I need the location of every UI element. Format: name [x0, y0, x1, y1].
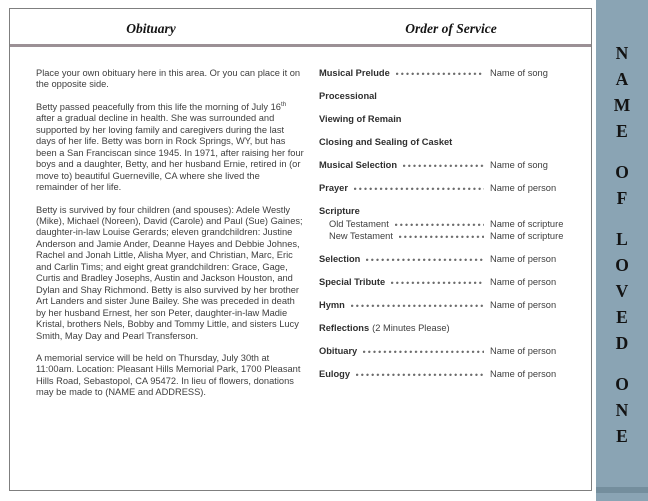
service-item-label: Musical Prelude [319, 68, 390, 78]
service-item [319, 230, 582, 242]
service-item-value: Name of song [490, 68, 548, 78]
service-group [319, 67, 582, 80]
service-item-value: Name of scripture [490, 231, 564, 242]
service-item-label: Scripture [319, 206, 360, 216]
service-group [319, 113, 582, 126]
service-item-label: Prayer [319, 183, 348, 193]
service-item [319, 276, 582, 289]
spine-letter: O [615, 374, 629, 394]
service-group [319, 276, 582, 289]
obituary-paragraph [36, 68, 304, 91]
obituary-paragraph [36, 205, 304, 342]
spine-letter: E [616, 307, 628, 327]
service-group [319, 345, 582, 358]
service-item-label: Eulogy [319, 368, 350, 379]
service-item-note: (2 Minutes Please) [372, 322, 450, 333]
spine-letter: N [615, 400, 629, 420]
service-group [319, 90, 582, 103]
obituary-column [36, 68, 304, 410]
dotted-leader [395, 219, 484, 227]
program-page-frame [9, 8, 592, 491]
spine-letter: D [615, 333, 629, 353]
service-group [319, 253, 582, 266]
superscript-text: th [280, 100, 287, 108]
spine-letter: V [615, 281, 629, 301]
service-item-label: Reflections [319, 322, 370, 333]
service-group [319, 205, 582, 243]
obituary-paragraph [36, 353, 304, 399]
spine-word [596, 159, 648, 211]
service-item-value: Name of person [490, 276, 557, 287]
spine-letter: L [616, 229, 628, 249]
paragraph-text: Betty is survived by four children (and spouses): Adele Westly (Mike), Michael (Noreen), David (Carole) and Paul (Sue) Gaines; daughter-in-law Louise Gerards; eleven grandchildren: Justine Anderson and Jamie Ander, Deanne Hayes and Debbie Johnes, Rachel and Jonah Little, Alisha Myer, and Christian, Marc, Eric and Carlin Tims; and eight great grandchildren: Grace, Gage, Curtis and Bradley Josephs, Austin and Jackson Houston, and Dylan and Shay Richmond. Betty is also survived by her brother Art Landers and sister June Bailey. She was preceded in death by her husband Ernest, her son Peter, daughter-in-law Madie Kristal, brothers Nels, Bobby and Tommy Little, and sisters Lucy Smith, May Day and Pearl Transferson. [36, 204, 303, 341]
header-divider [10, 44, 591, 47]
service-item-label: Special Tribute [319, 276, 386, 287]
service-group [319, 299, 582, 312]
service-item-label: Obituary [319, 345, 358, 356]
spine-word [596, 40, 648, 144]
obituary-page-title: Obituary [126, 21, 176, 36]
spine-letter: N [615, 43, 629, 63]
service-item [319, 136, 582, 149]
service-item-value: Name of person [490, 299, 557, 310]
dotted-leader [363, 346, 484, 354]
order-of-service-column [319, 67, 582, 391]
spine-letter: A [615, 69, 629, 89]
dotted-leader [366, 254, 484, 262]
service-item-value: Name of person [490, 253, 557, 264]
dotted-leader [354, 183, 484, 191]
dotted-leader [399, 231, 484, 239]
spine-letter: E [616, 426, 628, 446]
spine-banner [596, 0, 648, 501]
service-item-label: Processional [319, 91, 377, 101]
service-item [319, 299, 582, 312]
service-item [319, 113, 582, 126]
spine-word [596, 226, 648, 356]
service-item-label: Hymn [319, 299, 345, 310]
service-group [319, 136, 582, 149]
dotted-leader [396, 68, 484, 76]
dotted-leader [403, 160, 484, 168]
dotted-leader [391, 277, 484, 285]
service-item [319, 182, 582, 195]
spine-letter: O [615, 162, 629, 182]
service-item-label: Musical Selection [319, 160, 398, 170]
service-item-value: Name of scripture [490, 219, 564, 229]
spine-letter: E [616, 121, 628, 141]
service-item-label: Closing and Sealing of Casket [319, 137, 453, 147]
service-item-label: Viewing of Remain [319, 114, 402, 124]
service-item-label: Old Testament [329, 219, 389, 229]
dotted-leader [351, 300, 484, 308]
service-item [319, 205, 582, 218]
paragraph-text: Betty passed peacefully from this life the morning of July 16 [36, 101, 281, 112]
service-group [319, 182, 582, 195]
service-item [319, 322, 582, 335]
service-item [319, 90, 582, 103]
service-item-value: Name of person [490, 368, 557, 379]
service-item-value: Name of person [490, 345, 557, 356]
service-item [319, 368, 582, 381]
service-item-value: Name of song [490, 160, 548, 170]
service-item [319, 253, 582, 266]
spine-letter: M [613, 95, 631, 115]
service-item [319, 159, 582, 172]
paragraph-text: Place your own obituary here in this area. Or you can place it on the opposite side. [36, 68, 301, 90]
service-item-label: New Testament [329, 231, 393, 242]
service-item-label: Selection [319, 253, 361, 264]
spine-letter: F [616, 188, 628, 208]
paragraph-text: after a gradual decline in health. She was surrounded and supported by her loving family and caregivers during the last days of her life. Betty was born in Rock Springs, WY, but has been a San Franciscan since 1945. In 1971, after raising her four boys and a daughter, Betty, and her husband Ernie, retired in (or move to) beautiful Guerneville, CA where she lived the remainder of her life. [36, 113, 304, 193]
service-group [319, 322, 582, 335]
service-item [319, 218, 582, 230]
paragraph-text: A memorial service will be held on Thursday, July 30th at 11:00am. Location: Pleasant Hills Memorial Park, 1700 Pleasant Hills Road, Sebastopol, CA 95472. In lieu of flowers, donations may be made to (NAME and ADDRESS). [36, 352, 301, 398]
dotted-leader [356, 369, 484, 377]
order-of-service-page-title: Order of Service [405, 21, 497, 36]
obituary-paragraph [36, 102, 304, 194]
service-item [319, 67, 582, 80]
spine-letter: O [615, 255, 629, 275]
service-item [319, 345, 582, 358]
header-band [10, 9, 591, 44]
spine-word [596, 371, 648, 449]
service-group [319, 159, 582, 172]
service-group [319, 368, 582, 381]
service-item-value: Name of person [490, 183, 557, 193]
